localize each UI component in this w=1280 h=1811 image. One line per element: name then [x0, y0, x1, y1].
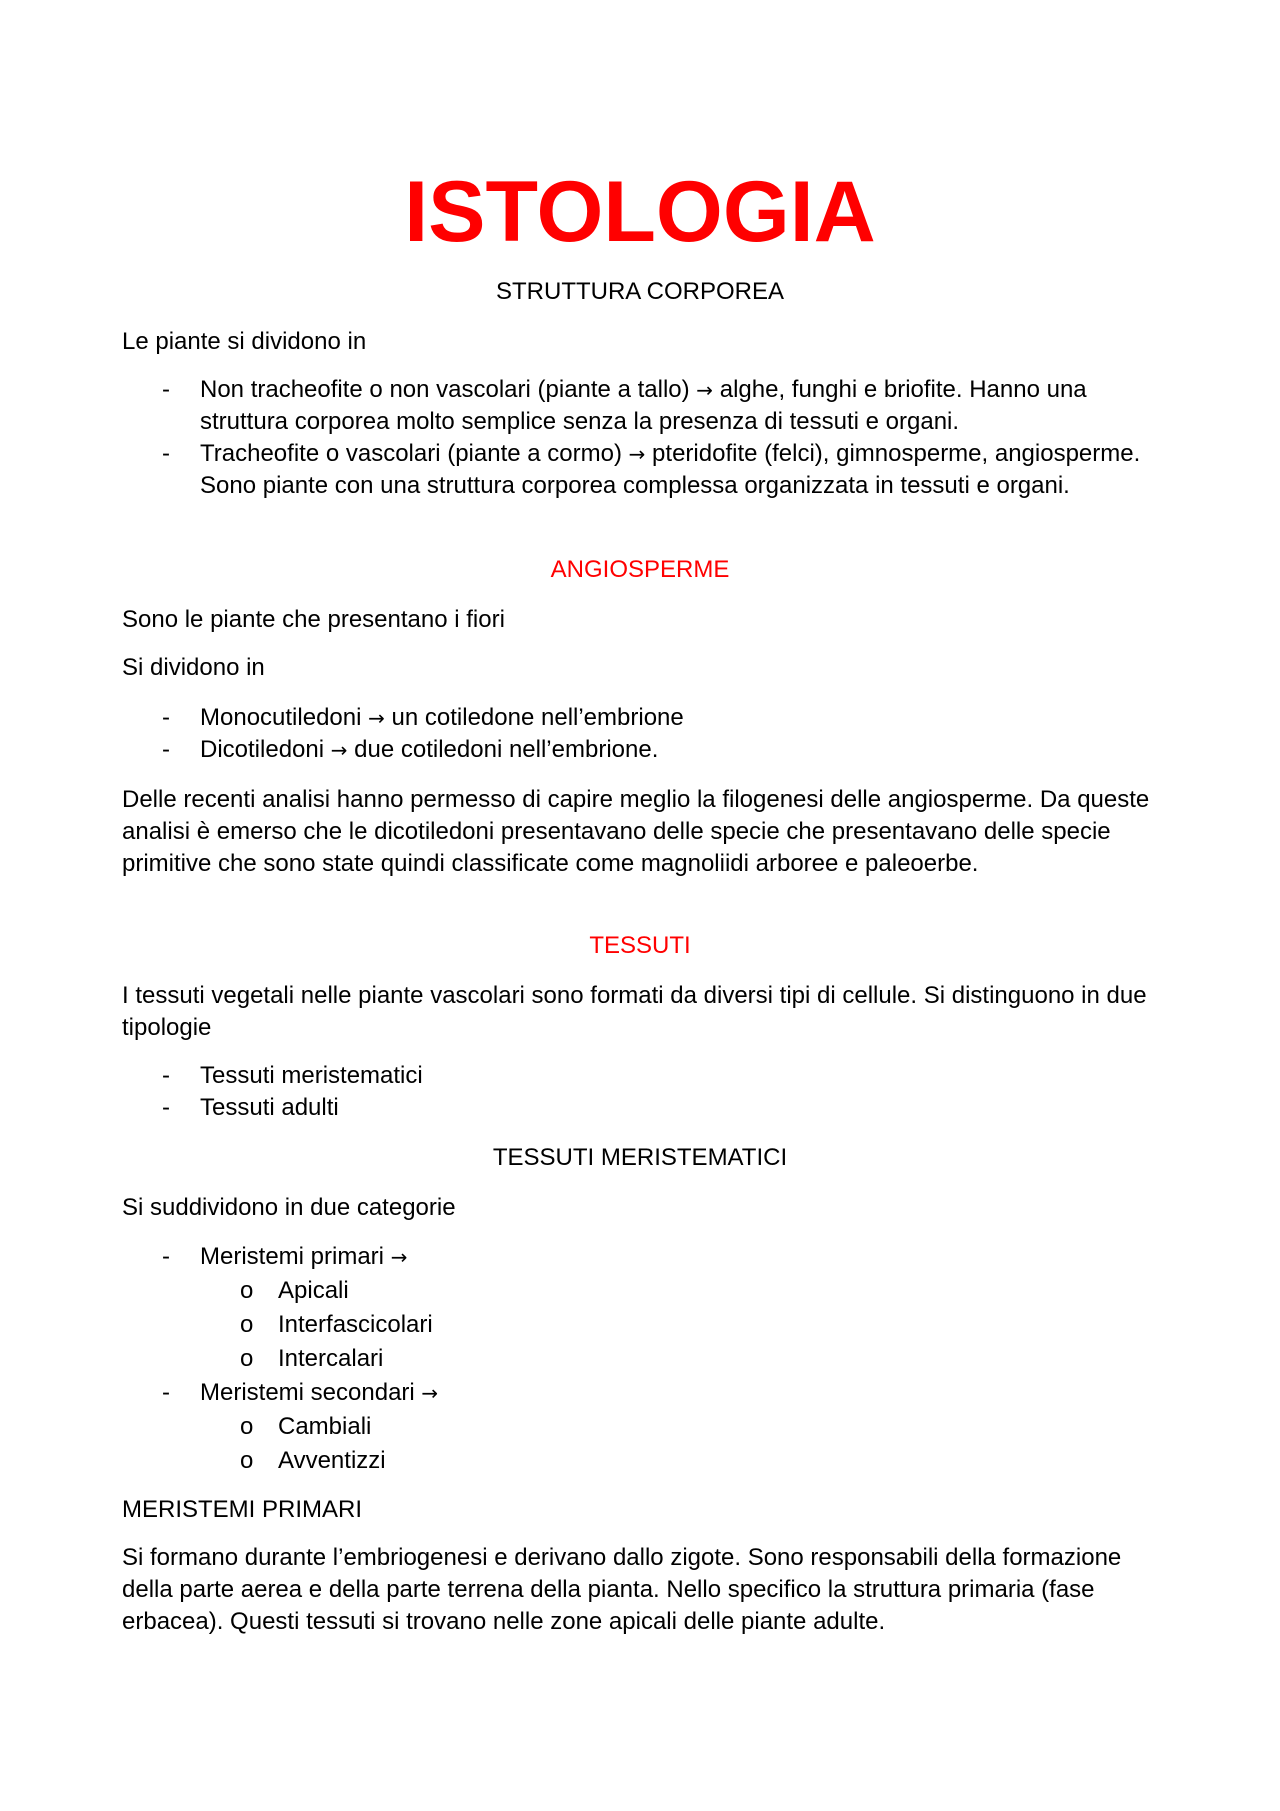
- paragraph-angiosperme-2: Si dividono in: [122, 654, 265, 681]
- heading-tessuti-meristematici: TESSUTI MERISTEMATICI: [492, 1144, 788, 1171]
- list-plant-types: [122, 374, 1158, 502]
- list-tessuti: [122, 1060, 1158, 1124]
- item-text: pteridofite (felci), gimnosperme, angiosperme. Sono piante con una struttura corporea complessa organizzata in tessuti e organi.: [200, 440, 1141, 499]
- paragraph-meristemi-primari: Si formano durante l’embriogenesi e derivano dallo zigote. Sono responsabili della formazione della parte aerea e della parte terrena della pianta. Nello specifico la struttura primaria (fase erbacea). Questi tessuti si trovano nelle zone apicali delle piante adulte.: [122, 1544, 1122, 1635]
- heading-meristemi-primari: MERISTEMI PRIMARI: [122, 1496, 363, 1523]
- sublist-primari: [200, 1274, 1158, 1376]
- sublist-item: [122, 1308, 1158, 1342]
- arrow-right-icon: →: [696, 378, 714, 402]
- list-meristemi: [122, 1240, 1158, 1478]
- arrow-right-icon: →: [421, 1381, 439, 1405]
- item-text: Avventizzi: [278, 1447, 386, 1474]
- dash-marker: -: [162, 704, 170, 731]
- heading-struttura-corporea: STRUTTURA CORPOREA: [495, 278, 785, 305]
- sublist-item: [122, 1410, 1158, 1444]
- paragraph-intro: Le piante si dividono in: [122, 328, 367, 355]
- sublist-item: [122, 1444, 1158, 1478]
- list-item: [122, 734, 1158, 766]
- item-text: Tessuti adulti: [200, 1094, 339, 1121]
- sublist-item: [122, 1274, 1158, 1308]
- arrow-right-icon: →: [330, 738, 348, 762]
- item-text: Monocutiledoni: [200, 704, 369, 731]
- circle-marker: o: [240, 1413, 254, 1440]
- item-text: due cotiledoni nell’embrione.: [347, 736, 659, 763]
- item-text: alghe, funghi e briofite. Hanno una struttura corporea molto semplice senza la presenza di tessuti e organi.: [200, 376, 1087, 435]
- dash-marker: -: [162, 736, 170, 763]
- list-item: [122, 1376, 1158, 1478]
- item-text: Dicotiledoni: [200, 736, 331, 763]
- item-text: Tracheofite o vascolari (piante a cormo): [200, 440, 629, 467]
- list-item: [122, 1092, 1158, 1124]
- circle-marker: o: [240, 1345, 254, 1372]
- document-title: ISTOLOGIA: [404, 164, 876, 260]
- list-item: [122, 702, 1158, 734]
- paragraph-angiosperme-1: Sono le piante che presentano i fiori: [122, 606, 505, 633]
- item-text: Intercalari: [278, 1345, 384, 1372]
- item-text: Meristemi secondari: [200, 1379, 422, 1406]
- dash-marker: -: [162, 376, 170, 403]
- paragraph-tessuti: I tessuti vegetali nelle piante vascolari sono formati da diversi tipi di cellule. Si distinguono in due tipologie: [122, 982, 1147, 1041]
- dash-marker: -: [162, 1379, 170, 1406]
- item-text: Apicali: [278, 1277, 349, 1304]
- dash-marker: -: [162, 440, 170, 467]
- circle-marker: o: [240, 1311, 254, 1338]
- paragraph-filogenesi: Delle recenti analisi hanno permesso di capire meglio la filogenesi delle angiosperme. Da queste analisi è emerso che le dicotiledoni presentavano delle specie che presentavano delle specie primitive che sono state quindi classificate come magnoliidi arboree e paleoerbe.: [122, 786, 1150, 877]
- heading-tessuti: TESSUTI: [589, 932, 691, 959]
- dash-marker: -: [162, 1243, 170, 1270]
- item-text: Tessuti meristematici: [200, 1062, 423, 1089]
- list-item: [122, 438, 1158, 502]
- circle-marker: o: [240, 1277, 254, 1304]
- circle-marker: o: [240, 1447, 254, 1474]
- list-item: [122, 1060, 1158, 1092]
- arrow-right-icon: →: [390, 1245, 408, 1269]
- arrow-right-icon: →: [628, 442, 646, 466]
- item-text: Cambiali: [278, 1413, 372, 1440]
- heading-angiosperme: ANGIOSPERME: [550, 556, 730, 583]
- dash-marker: -: [162, 1062, 170, 1089]
- list-angiosperme: [122, 702, 1158, 766]
- list-item: [122, 374, 1158, 438]
- paragraph-meristematici: Si suddividono in due categorie: [122, 1194, 456, 1221]
- item-text: Meristemi primari: [200, 1243, 391, 1270]
- item-text: Non tracheofite o non vascolari (piante a tallo): [200, 376, 697, 403]
- dash-marker: -: [162, 1094, 170, 1121]
- sublist-secondari: [200, 1410, 1158, 1478]
- list-item: [122, 1240, 1158, 1376]
- sublist-item: [122, 1342, 1158, 1376]
- item-text: un cotiledone nell’embrione: [384, 704, 684, 731]
- arrow-right-icon: →: [368, 706, 385, 730]
- item-text: Interfascicolari: [278, 1311, 433, 1338]
